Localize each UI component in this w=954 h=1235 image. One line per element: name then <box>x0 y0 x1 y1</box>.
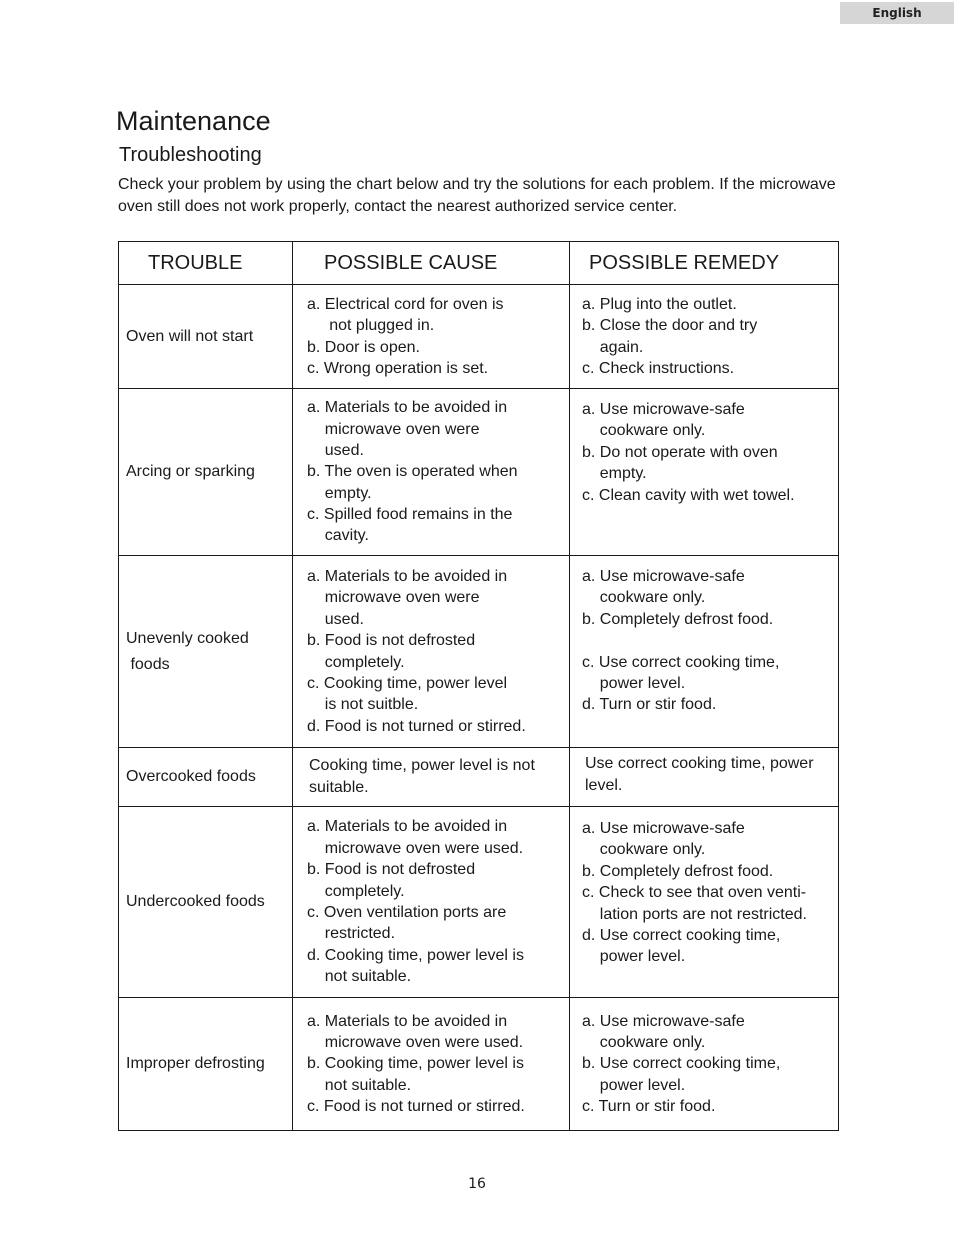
remedy-text: Use correct cooking time, power level. <box>585 755 814 794</box>
trouble-cell <box>119 748 293 807</box>
cause-line: c. Wrong operation is set. <box>307 359 489 377</box>
cause-line: b. Food is not defrosted <box>307 861 476 879</box>
cause-cell <box>293 807 570 998</box>
language-tab: English <box>840 2 954 24</box>
cause-line: microwave oven were <box>307 589 480 607</box>
cause-line: not plugged in. <box>307 317 435 335</box>
remedy-line: lation ports are not restricted. <box>582 905 807 923</box>
troubleshooting-table <box>118 241 839 1131</box>
remedy-cell <box>570 998 839 1131</box>
intro-paragraph: Check your problem by using the chart below and try the solutions for each problem. If the microwave oven still does not work properly, contact the nearest authorized service center. <box>118 176 836 215</box>
cause-cell <box>293 285 570 389</box>
trouble-cell <box>119 807 293 998</box>
cause-cell <box>293 998 570 1131</box>
trouble-text: Overcooked foods <box>126 768 256 785</box>
remedy-line: cookware only. <box>582 1033 706 1051</box>
cause-line: b. Cooking time, power level is <box>307 1055 524 1073</box>
cause-line: is not suitble. <box>307 696 419 714</box>
remedy-line: c. Clean cavity with wet towel. <box>582 486 795 504</box>
trouble-text: Undercooked foods <box>126 893 265 910</box>
remedy-line: b. Use correct cooking time, <box>582 1055 781 1073</box>
cause-line: used. <box>307 441 364 459</box>
cause-cell <box>293 556 570 748</box>
trouble-text: Unevenly cooked <box>126 629 249 647</box>
cause-line: restricted. <box>307 925 396 943</box>
trouble-cell <box>119 389 293 556</box>
table-row <box>119 389 839 556</box>
cause-line: c. Oven ventilation ports are <box>307 904 507 921</box>
remedy-line: b. Completely defrost food. <box>582 610 774 628</box>
cause-line: a. Materials to be avoided in <box>307 818 508 836</box>
remedy-line: cookware only. <box>582 422 706 440</box>
remedy-line: power level. <box>582 1076 686 1094</box>
trouble-cell <box>119 285 293 389</box>
remedy-line: empty. <box>582 465 647 483</box>
cause-line: not suitable. <box>307 1076 412 1094</box>
header-possible-cause: POSSIBLE CAUSE <box>293 242 570 285</box>
remedy-cell <box>570 389 839 556</box>
cause-line: a. Materials to be avoided in <box>307 1012 508 1030</box>
cause-line: used. <box>307 610 364 628</box>
cause-line: b. Door is open. <box>307 338 420 356</box>
remedy-line: cookware only. <box>582 589 706 607</box>
remedy-line: b. Close the door and try <box>582 317 758 335</box>
remedy-line: c. Check instructions. <box>582 359 735 377</box>
remedy-line: power level. <box>582 674 686 692</box>
cause-line: b. The oven is operated when <box>307 463 518 481</box>
cause-line: d. Food is not turned or stirred. <box>307 717 526 735</box>
remedy-line: c. Check to see that oven venti- <box>582 884 807 902</box>
table-header-row <box>119 242 839 285</box>
remedy-cell <box>570 285 839 389</box>
section-subtitle: Troubleshooting <box>119 144 262 166</box>
cause-line: a. Materials to be avoided in <box>307 567 508 585</box>
cause-line: b. Food is not defrosted <box>307 632 476 650</box>
trouble-cell <box>119 998 293 1131</box>
remedy-line: d. Use correct cooking time, <box>582 926 781 944</box>
cause-cell <box>293 748 570 807</box>
table-row <box>119 998 839 1131</box>
table-row <box>119 748 839 807</box>
cause-line: c. Cooking time, power level <box>307 674 508 692</box>
trouble-text: Arcing or sparking <box>126 463 255 480</box>
cause-line: empty. <box>307 484 372 502</box>
trouble-text: Improper defrosting <box>126 1055 265 1072</box>
cause-line: microwave oven were used. <box>307 839 524 857</box>
header-possible-remedy: POSSIBLE REMEDY <box>570 242 839 285</box>
trouble-cell <box>119 556 293 748</box>
remedy-line: a. Use microwave-safe <box>582 568 745 585</box>
cause-line: a. Electrical cord for oven is <box>307 295 504 313</box>
cause-line: microwave oven were used. <box>307 1033 524 1051</box>
table-row <box>119 556 839 748</box>
cause-line: completely. <box>307 653 405 671</box>
cause-line: cavity. <box>307 527 369 545</box>
remedy-line: a. Use microwave-safe <box>582 820 745 837</box>
remedy-line: cookware only. <box>582 841 706 859</box>
table-row <box>119 807 839 998</box>
cause-line: c. Food is not turned or stirred. <box>307 1098 525 1116</box>
remedy-line: a. Use microwave-safe <box>582 401 745 418</box>
remedy-line: b. Completely defrost food. <box>582 862 774 880</box>
remedy-line: d. Turn or stir food. <box>582 696 717 714</box>
table-row <box>119 285 839 389</box>
cause-line: a. Materials to be avoided in <box>307 399 508 417</box>
page-title: Maintenance <box>116 106 271 136</box>
cause-line: microwave oven were <box>307 420 480 438</box>
remedy-cell <box>570 748 839 807</box>
cause-line: d. Cooking time, power level is <box>307 946 524 964</box>
remedy-line: c. Turn or stir food. <box>582 1098 716 1116</box>
trouble-text: foods <box>126 655 170 673</box>
remedy-line: a. Use microwave-safe <box>582 1012 745 1030</box>
remedy-line: again. <box>582 338 644 356</box>
cause-text: Cooking time, power level is not suitable. <box>309 757 535 796</box>
remedy-line: c. Use correct cooking time, <box>582 653 780 671</box>
trouble-text: Oven will not start <box>126 327 254 345</box>
remedy-line: a. Plug into the outlet. <box>582 295 737 313</box>
cause-line: completely. <box>307 882 405 900</box>
header-trouble: TROUBLE <box>119 242 293 285</box>
remedy-line: power level. <box>582 948 686 966</box>
cause-line: c. Spilled food remains in the <box>307 506 513 524</box>
cause-cell <box>293 389 570 556</box>
remedy-cell <box>570 807 839 998</box>
remedy-line: b. Do not operate with oven <box>582 443 778 461</box>
cause-line: not suitable. <box>307 968 412 986</box>
remedy-line <box>582 630 838 651</box>
page-number: 16 <box>468 1176 486 1192</box>
remedy-cell <box>570 556 839 748</box>
